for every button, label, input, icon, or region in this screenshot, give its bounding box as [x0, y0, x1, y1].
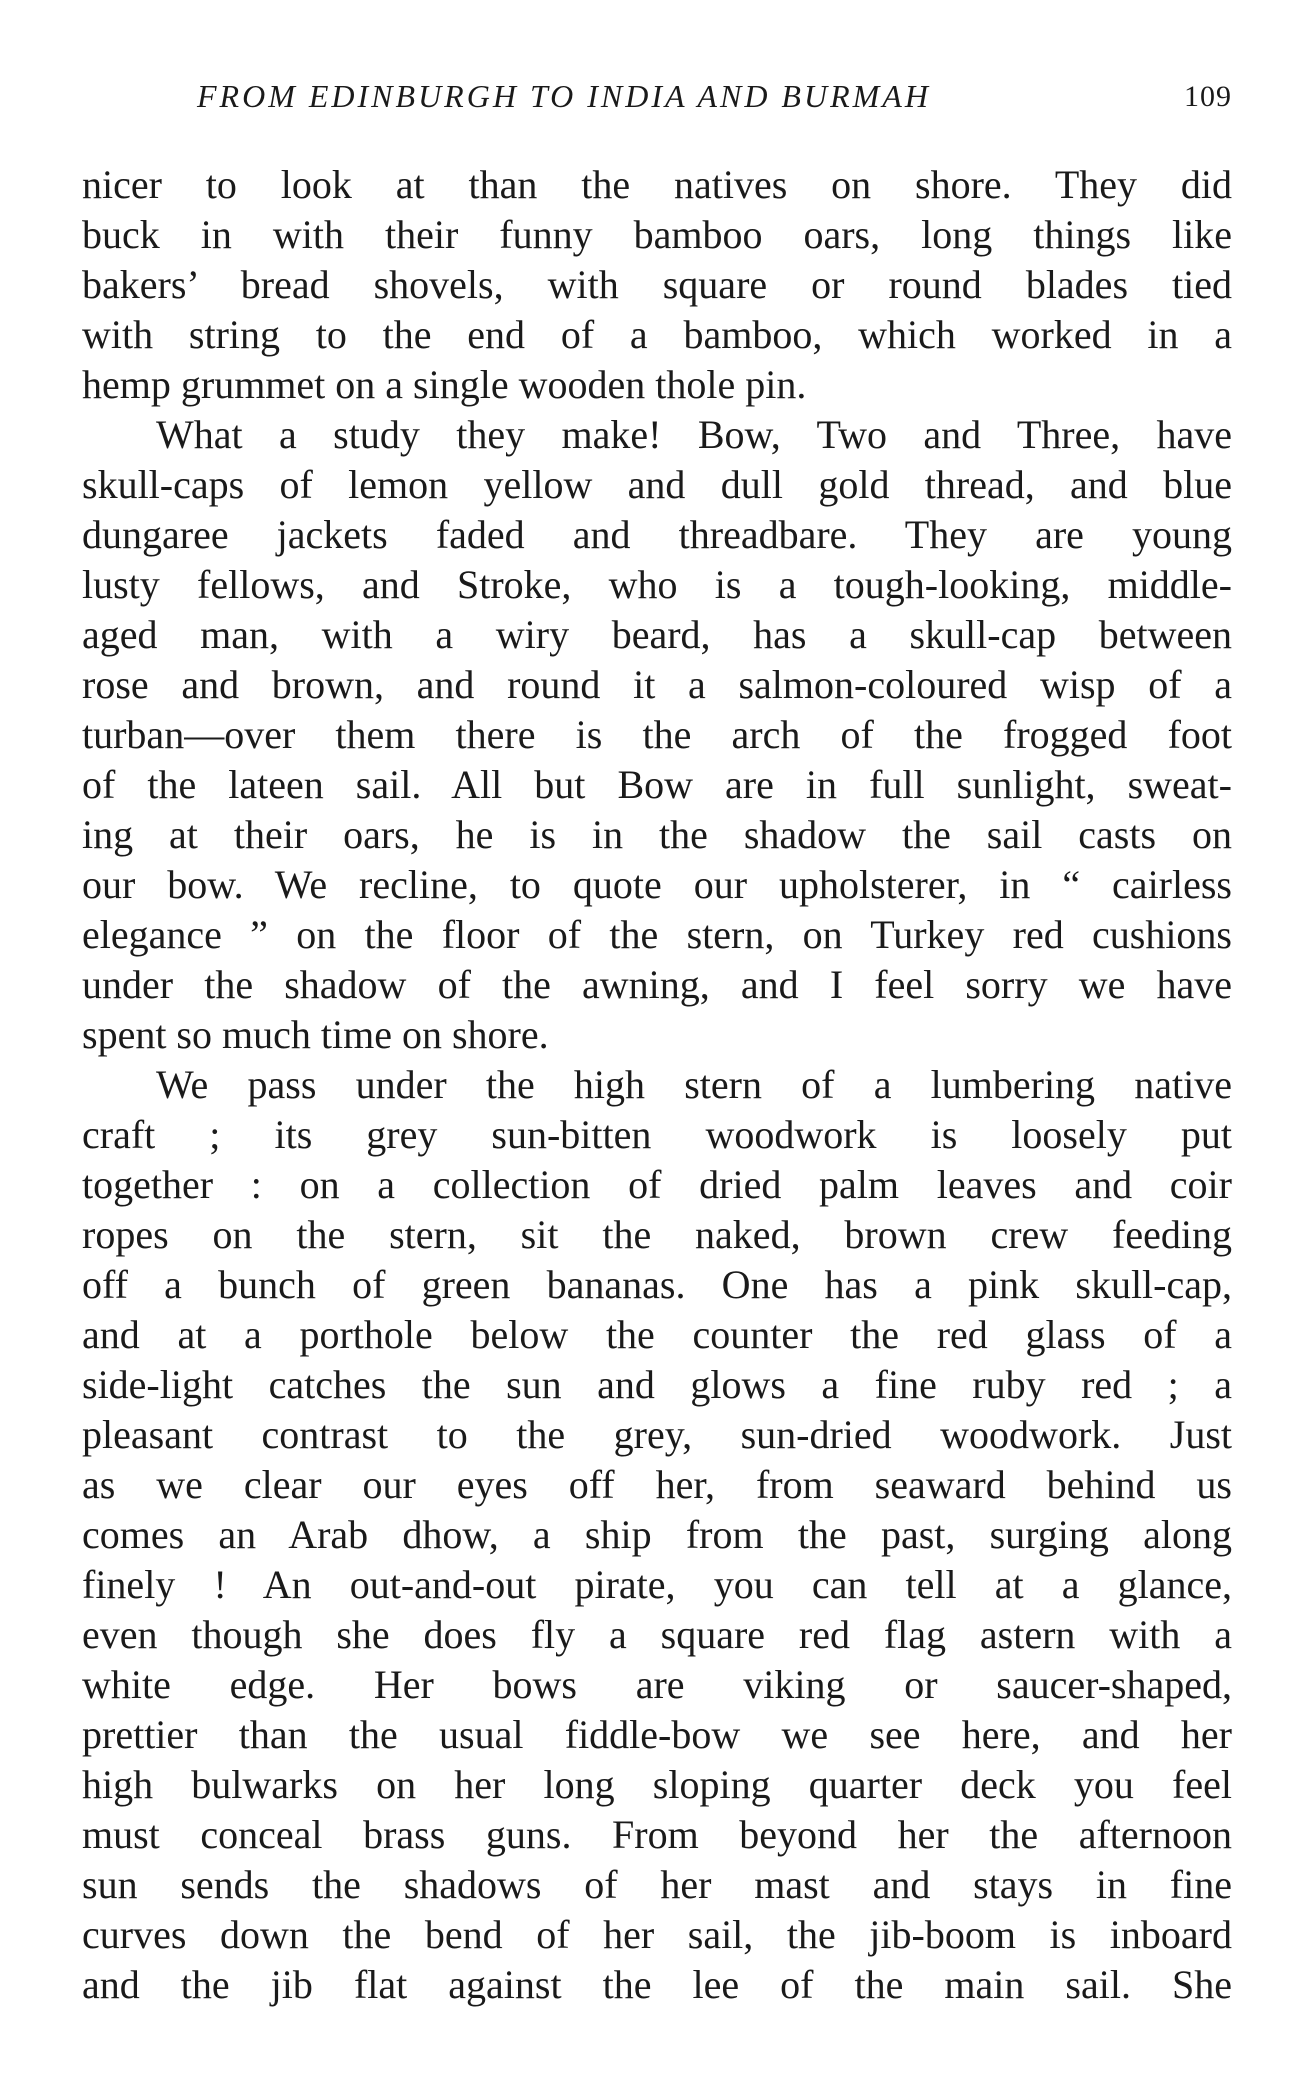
text-line: ropes on the stern, sit the naked, brown crew feeding: [82, 1212, 1232, 1257]
text-line: our bow. We recline, to quote our upholsterer, in “ cairless: [82, 862, 1232, 907]
text-line: of the lateen sail. All but Bow are in full sunlight, sweat-: [82, 762, 1232, 807]
text-line: skull-caps of lemon yellow and dull gold thread, and blue: [82, 462, 1232, 507]
paragraph-3: [82, 1060, 1232, 2010]
text-line: finely ! An out-and-out pirate, you can tell at a glance,: [82, 1562, 1232, 1607]
text-line: spent so much time on shore.: [82, 1012, 549, 1057]
text-line: prettier than the usual fiddle-bow we see here, and her: [82, 1712, 1232, 1757]
text-line: We pass under the high stern of a lumbering native: [156, 1062, 1232, 1107]
text-line: aged man, with a wiry beard, has a skull-cap between: [82, 612, 1232, 657]
text-line: high bulwarks on her long sloping quarter deck you feel: [82, 1762, 1232, 1807]
running-title: FROM EDINBURGH TO INDIA AND BURMAH: [197, 78, 931, 114]
paragraph-1: [82, 160, 1232, 410]
text-line: ing at their oars, he is in the shadow the sail casts on: [82, 812, 1232, 857]
text-line: elegance ” on the floor of the stern, on Turkey red cushions: [82, 912, 1232, 957]
text-line: pleasant contrast to the grey, sun-dried woodwork. Just: [82, 1412, 1232, 1457]
text-line: and the jib flat against the lee of the main sail. She: [82, 1962, 1232, 2007]
text-line: nicer to look at than the natives on shore. They did: [82, 162, 1232, 207]
text-line: even though she does fly a square red flag astern with a: [82, 1612, 1232, 1657]
text-line: with string to the end of a bamboo, which worked in a: [82, 312, 1232, 357]
text-line: as we clear our eyes off her, from seaward behind us: [82, 1462, 1232, 1507]
text-line: lusty fellows, and Stroke, who is a tough-looking, middle-: [82, 562, 1232, 607]
text-line: buck in with their funny bamboo oars, long things like: [82, 212, 1232, 257]
text-line: craft ; its grey sun-bitten woodwork is loosely put: [82, 1112, 1232, 1157]
text-line: sun sends the shadows of her mast and stays in fine: [82, 1862, 1232, 1907]
text-line: side-light catches the sun and glows a fine ruby red ; a: [82, 1362, 1232, 1407]
body-text: [82, 160, 1232, 2010]
text-line: curves down the bend of her sail, the jib-boom is inboard: [82, 1912, 1232, 1957]
text-line: under the shadow of the awning, and I feel sorry we have: [82, 962, 1232, 1007]
text-line: and at a porthole below the counter the red glass of a: [82, 1312, 1232, 1357]
text-line: bakers’ bread shovels, with square or round blades tied: [82, 262, 1232, 307]
text-line: together : on a collection of dried palm leaves and coir: [82, 1162, 1232, 1207]
text-line: turban—over them there is the arch of the frogged foot: [82, 712, 1232, 757]
text-line: comes an Arab dhow, a ship from the past, surging along: [82, 1512, 1232, 1557]
text-line: white edge. Her bows are viking or saucer-shaped,: [82, 1662, 1232, 1707]
page-number: 109: [1184, 80, 1232, 113]
text-line: What a study they make! Bow, Two and Three, have: [156, 412, 1232, 457]
text-line: hemp grummet on a single wooden thole pin.: [82, 362, 807, 407]
running-head: [82, 78, 1232, 122]
text-line: dungaree jackets faded and threadbare. They are young: [82, 512, 1232, 557]
text-line: off a bunch of green bananas. One has a pink skull-cap,: [82, 1262, 1232, 1307]
text-line: must conceal brass guns. From beyond her the afternoon: [82, 1812, 1232, 1857]
paragraph-2: [82, 410, 1232, 1060]
text-line: rose and brown, and round it a salmon-coloured wisp of a: [82, 662, 1232, 707]
